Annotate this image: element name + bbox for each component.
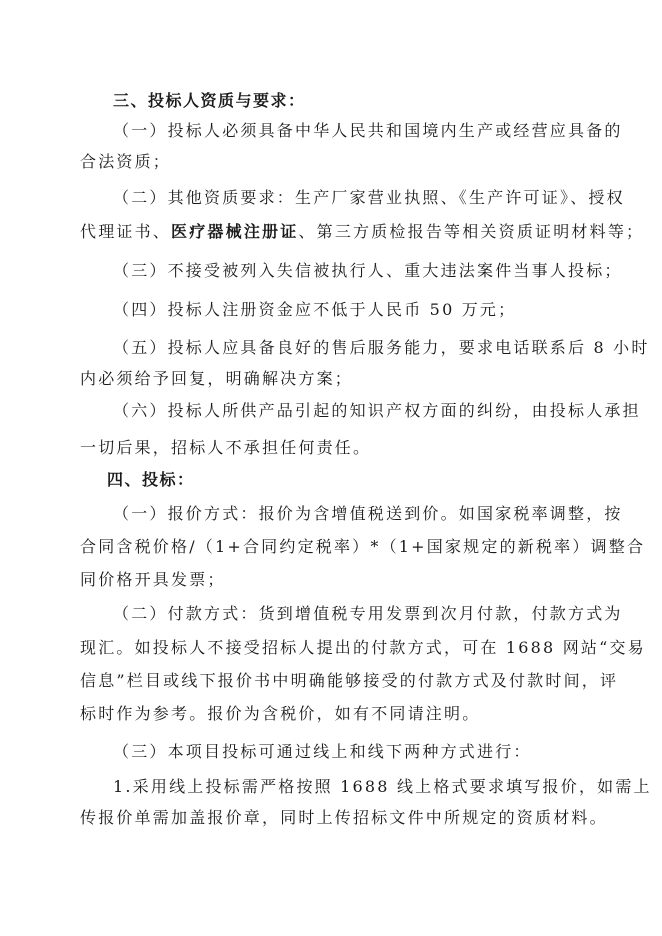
section-4-item-1-line-2: 合同含税价格/（1+合同约定税率）*（1+国家规定的新税率）调整合	[80, 537, 646, 556]
section-4-item-2-line-2: 现汇。如投标人不接受招标人提出的付款方式，可在 1688 网站“交易	[80, 638, 646, 657]
section-4-item-2-line-4: 标时作为参考。报价为含税价，如有不同请注明。	[80, 704, 481, 723]
section-4-item-1-line-1: （一）报价方式：报价为含增值税送到价。如国家税率调整，按	[113, 504, 623, 523]
section-3-item-4: （四）投标人注册资金应不低于人民币 50 万元；	[113, 300, 517, 319]
section-4-item-3: （三）本项目投标可通过线上和线下两种方式进行：	[113, 742, 532, 761]
section-3-item-6-line-2: 一切后果，招标人不承担任何责任。	[80, 438, 372, 457]
section-3-item-1-line-2: 合法资质；	[80, 152, 172, 171]
item-2-text-pre: 代理证书、	[80, 222, 172, 241]
medical-device-registration-bold: 医疗器械注册证	[171, 222, 299, 241]
section-4-item-2-line-1: （二）付款方式：货到增值税专用发票到次月付款，付款方式为	[113, 604, 623, 623]
section-4-heading: 四、投标：	[107, 470, 195, 489]
section-4-item-4-line-1: 1.采用线上投标需严格按照 1688 线上格式要求填写报价，如需上	[113, 777, 652, 796]
section-4-item-2-line-3: 信息”栏目或线下报价书中明确能够接受的付款方式及付款时间，评	[80, 671, 619, 690]
section-3-item-5-line-2: 内必须给予回复，明确解决方案；	[80, 369, 354, 388]
section-3-item-5-line-1: （五）投标人应具备良好的售后服务能力，要求电话联系后 8 小时	[113, 338, 650, 357]
item-2-text-post: 、第三方质检报告等相关资质证明材料等；	[298, 222, 645, 241]
section-4-item-4-line-2: 传报价单需加盖报价章，同时上传招标文件中所规定的资质材料。	[80, 808, 608, 827]
section-4-item-1-line-3: 同价格开具发票；	[80, 570, 226, 589]
section-3-item-3: （三）不接受被列入失信被执行人、重大违法案件当事人投标；	[113, 261, 623, 280]
section-3-item-6-line-1: （六）投标人所供产品引起的知识产权方面的纠纷，由投标人承担	[113, 401, 641, 420]
section-3-heading: 三、投标人资质与要求：	[113, 91, 306, 110]
section-3-item-2-line-1: （二）其他资质要求：生产厂家营业执照、《生产许可证》、授权	[113, 188, 625, 207]
section-3-item-1-line-1: （一）投标人必须具备中华人民共和国境内生产或经营应具备的	[113, 121, 623, 140]
section-3-item-2-line-2	[80, 222, 645, 242]
